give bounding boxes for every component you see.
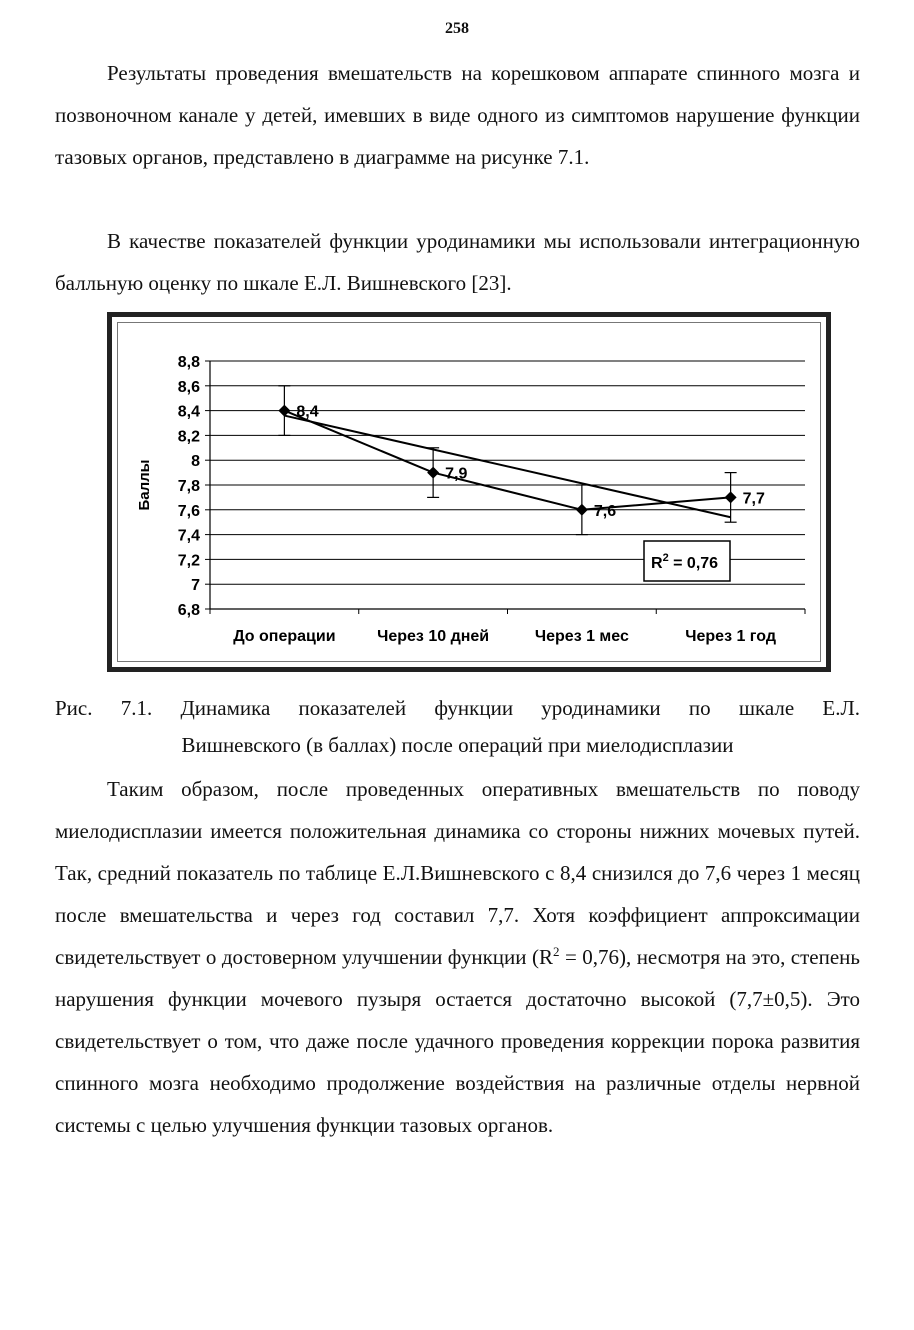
x-tick-label: Через 1 год [685,628,776,645]
y-tick-label: 8,6 [177,378,200,396]
line-chart [112,317,826,667]
x-tick-label: Через 1 мес [534,628,629,645]
paragraph-intro: Результаты проведения вмешательств на корешковом аппарате спинного мозга и позвоночном канале у детей, имевших в виде одного из симптомов нарушение функции тазовых органов, представлено в диаграмме на рисунке 7.1. [55,61,860,169]
data-point-marker [427,467,439,479]
x-tick-label: До операции [233,628,336,645]
x-tick-label: Через 10 дней [377,628,490,645]
y-tick-label: 7,2 [177,552,200,570]
y-tick-label: 8,4 [177,403,200,421]
paragraph-conclusion [55,768,860,1146]
paragraph-conclusion-part-1: Таким образом, после проведенных оперативных вмешательств по поводу миелодисплазии имеется положительная динамика со стороны нижних мочевых путей. Так, средний показатель по таблице Е.Л.Вишневского с 8,4 снизился до 7,6 через 1 месяц после вмешательства и через год составил 7,7. Хотя коэффициент аппроксимации свидетельствует о достоверном улучшении функции (R [55,777,860,969]
data-point-marker [576,504,588,516]
data-point-marker [725,491,737,503]
page-number: 258 [445,20,469,37]
y-tick-label: 7,4 [177,527,200,545]
y-tick-label: 8,8 [177,354,200,371]
y-tick-label: 8,2 [177,428,200,446]
figure-caption-line-2: Вишневского (в баллах) после операций при миелодисплазии [181,733,734,757]
data-label: 7,6 [593,502,617,520]
data-point-marker [278,405,290,417]
figure-caption-line-1: Рис. 7.1. Динамика показателей функции уродинамики по шкале Е.Л. [55,696,860,720]
y-tick-label: 8 [191,453,200,471]
data-label: 8,4 [296,403,319,421]
y-tick-label: 7,8 [177,478,200,495]
r-squared-label: $R^2 = 0,76$ [651,552,719,572]
y-tick-label: 7,6 [177,502,200,520]
paragraph-conclusion-part-2: = 0,76), несмотря на это, степень нарушения функции мочевого пузыря остается достаточно высокой (7,7±0,5). Это свидетельствует о том, что даже после удачного проведения коррекции порока развития спинного мозга необходимо продолжение воздействия на различные отделы нервной системы с целью улучшения функции тазовых органов. [55,945,860,1137]
chart-figure [107,312,831,672]
superscript-2: 2 [552,944,560,959]
data-label: 7,9 [445,465,468,483]
data-label: 7,7 [742,490,765,508]
paragraph-method: В качестве показателей функции уродинамики мы использовали интеграционную балльную оценку по шкале Е.Л. Вишневского [23]. [55,229,860,295]
y-axis-title: Баллы [136,459,153,511]
y-tick-label: 7 [191,577,200,595]
y-tick-label: 6,8 [177,602,200,619]
